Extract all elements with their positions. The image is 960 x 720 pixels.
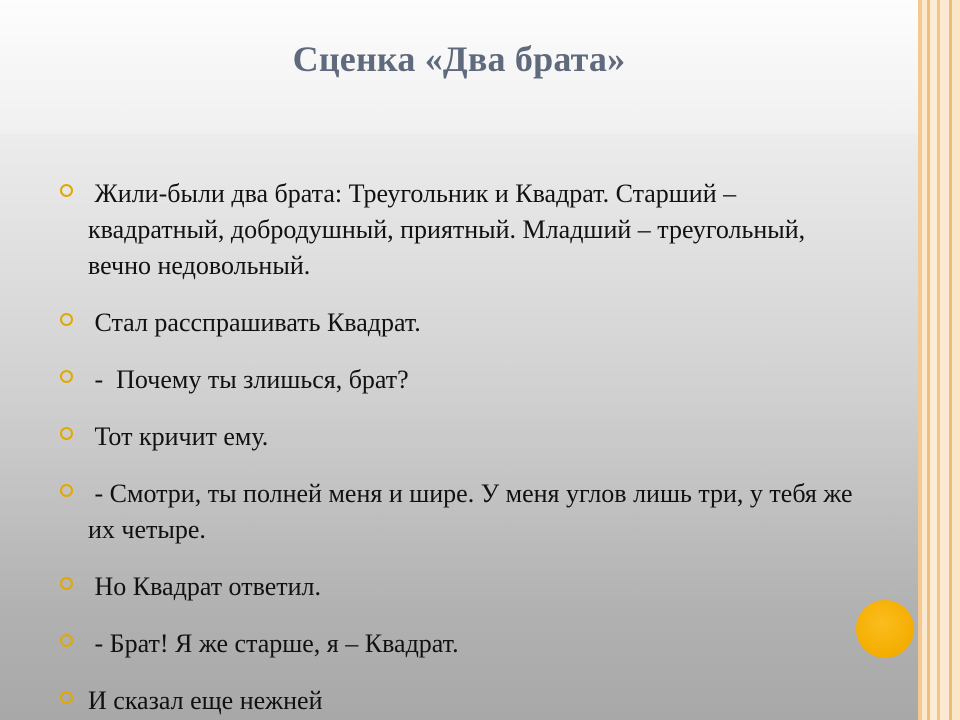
slide-title: Сценка «Два брата» — [292, 39, 626, 79]
ring-bullet-icon — [60, 313, 73, 326]
list-item-text: Тот кричит ему. — [88, 422, 269, 451]
list-item-text: И сказал еще нежней — [88, 686, 323, 715]
ring-bullet-icon — [60, 484, 73, 497]
list-item-text: Жили-были два брата: Треугольник и Квадрат. Старший – квадратный, добродушный, приятный. Младший – треугольный, вечно недовольный. — [88, 179, 812, 280]
ring-bullet-icon — [60, 577, 73, 590]
slide-content — [58, 176, 858, 720]
list-item-text: - Почему ты злишься, брат? — [88, 365, 409, 394]
ring-bullet-icon — [60, 370, 73, 383]
list-item-text: - Брат! Я же старше, я – Квадрат. — [88, 629, 459, 658]
list-item — [58, 626, 858, 662]
list-item — [58, 419, 858, 455]
ring-bullet-icon — [60, 691, 73, 704]
list-item — [58, 176, 858, 284]
list-item — [58, 683, 858, 719]
list-item-text: - Смотри, ты полней меня и шире. У меня углов лишь три, у тебя же их четыре. — [88, 479, 860, 544]
ring-bullet-icon — [60, 427, 73, 440]
list-item-text: Стал расспрашивать Квадрат. — [88, 308, 421, 337]
border-stripe — [940, 0, 949, 720]
circle-decoration-icon — [856, 600, 914, 658]
list-item — [58, 305, 858, 341]
list-item — [58, 476, 858, 548]
ring-bullet-icon — [60, 184, 73, 197]
list-item-text: Но Квадрат ответил. — [88, 572, 321, 601]
list-item — [58, 362, 858, 398]
border-stripe — [930, 0, 937, 720]
ring-bullet-icon — [60, 634, 73, 647]
border-stripe — [952, 0, 960, 720]
list-item — [58, 569, 858, 605]
